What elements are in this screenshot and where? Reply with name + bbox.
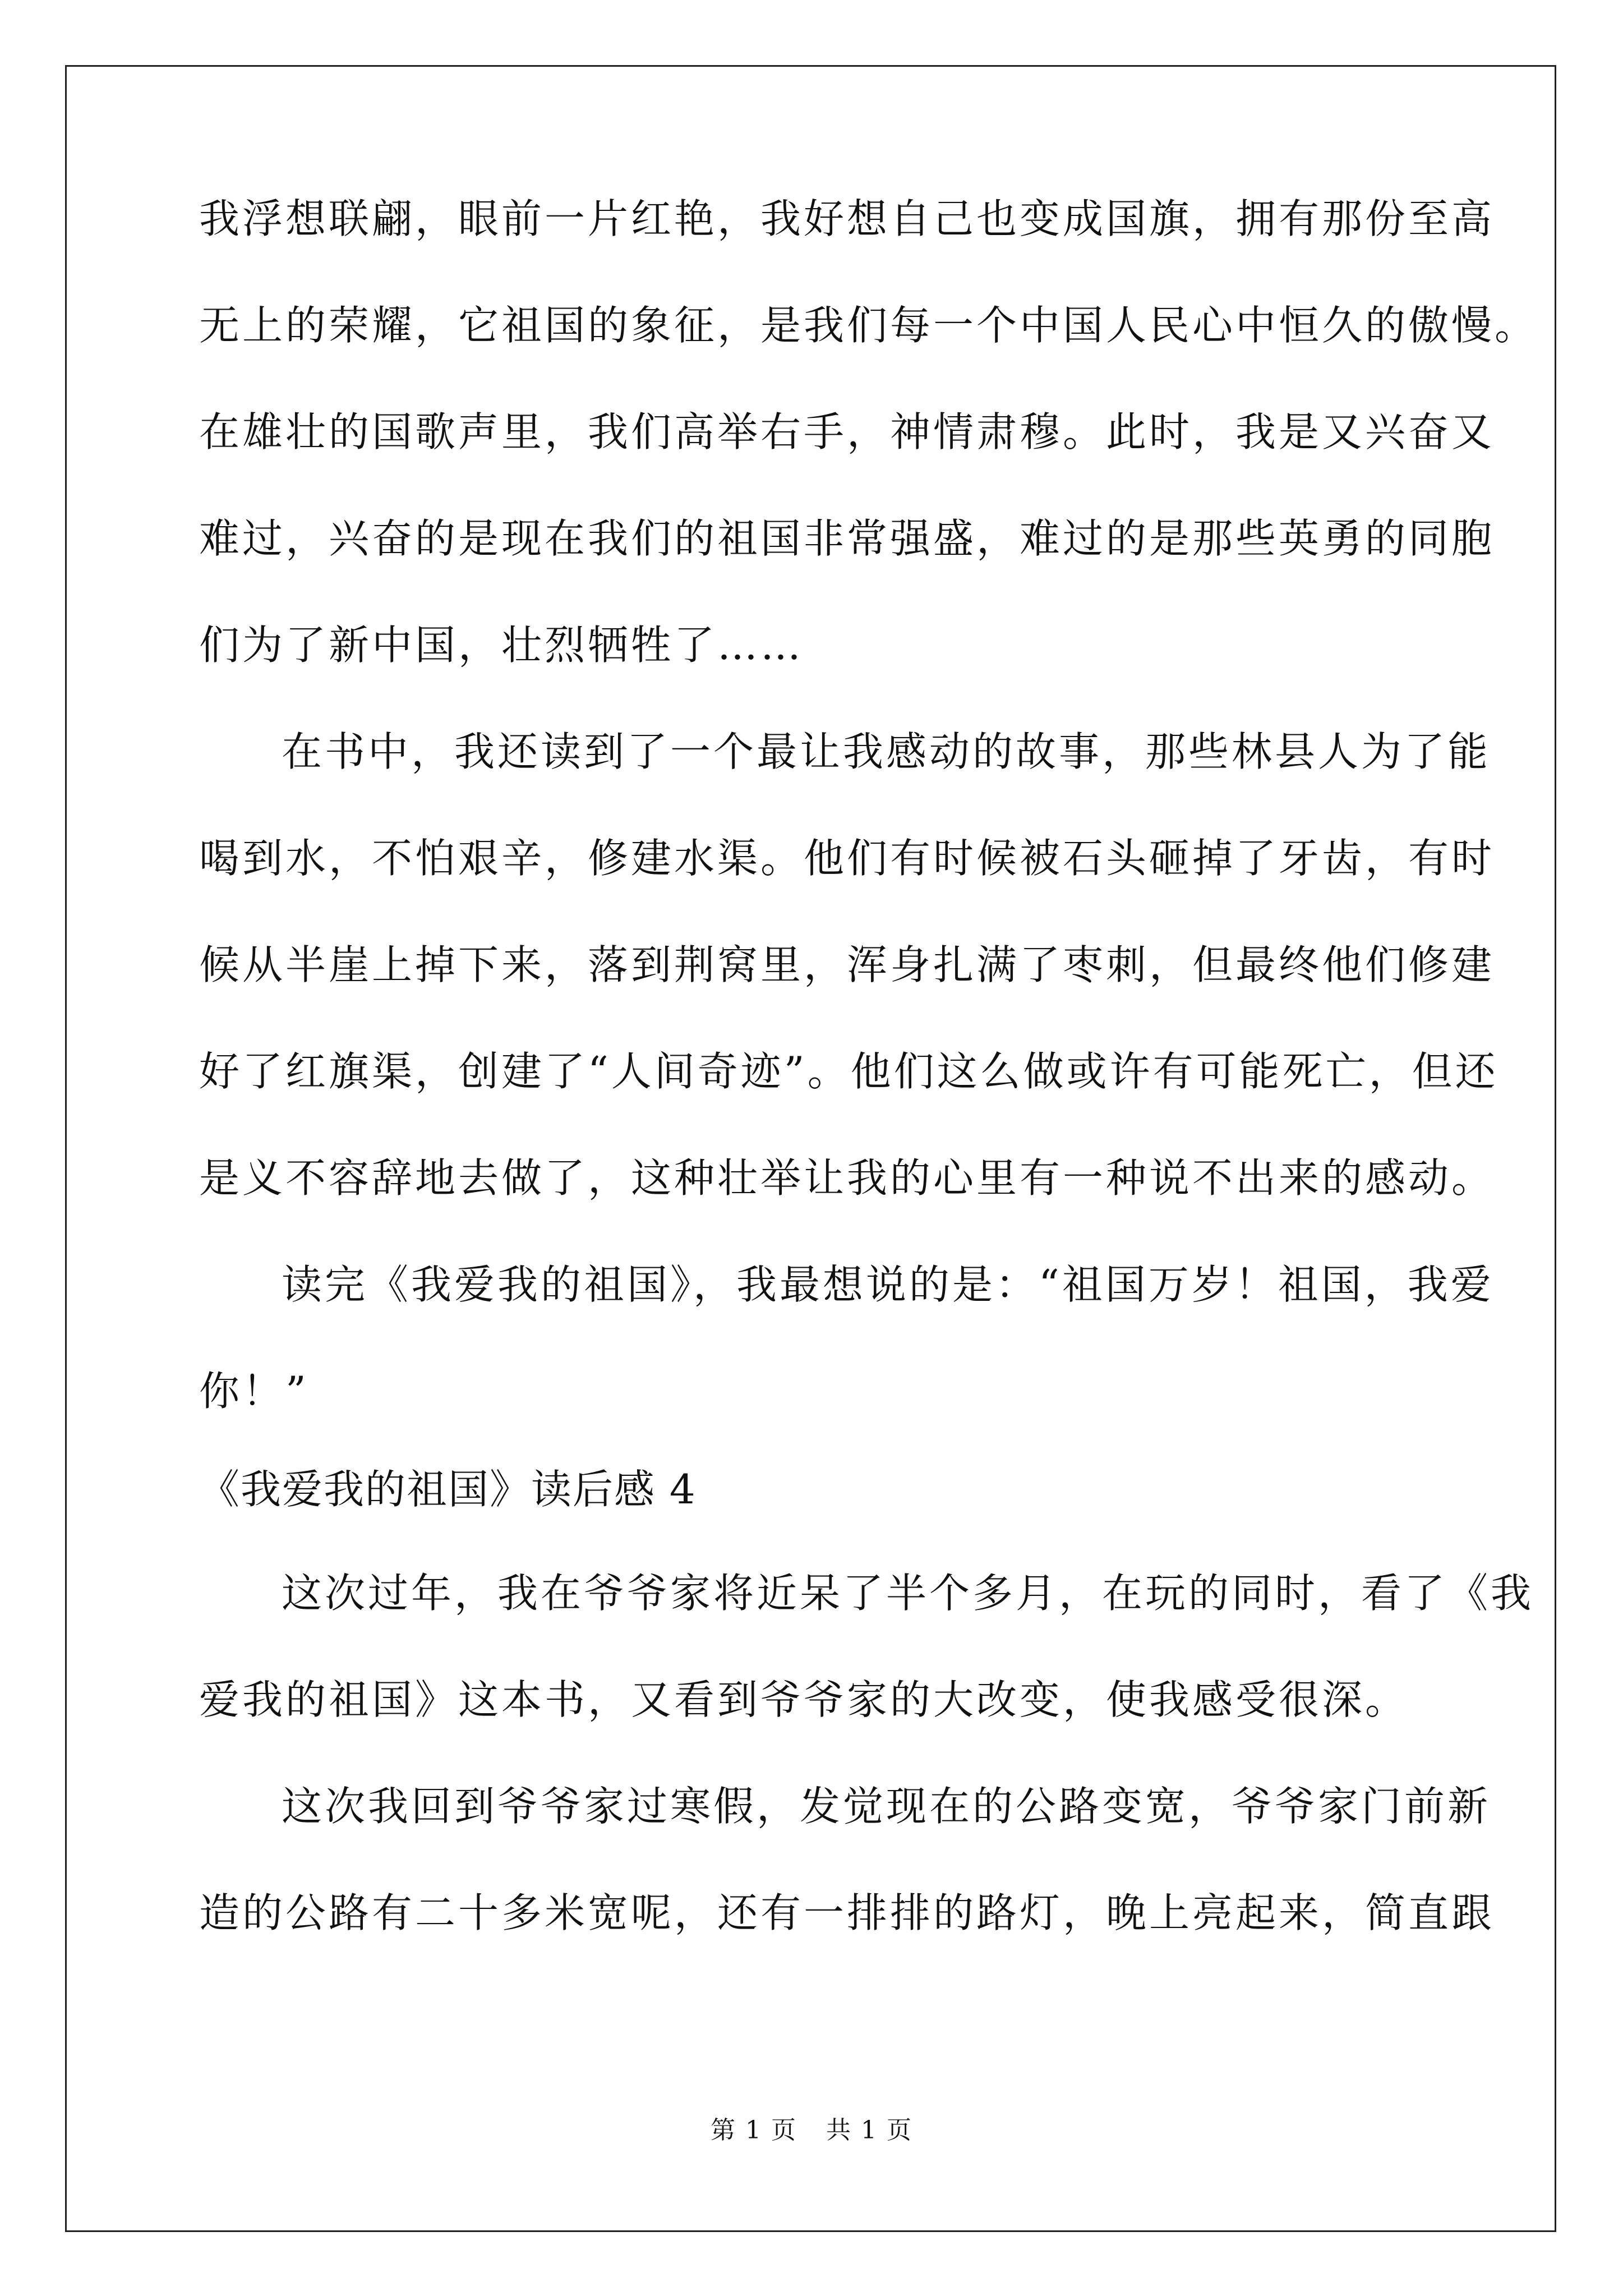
paragraph-line: 我浮想联翩，眼前一片红艳，我好想自己也变成国旗，拥有那份至高 — [199, 195, 1495, 242]
paragraph-line: 读完《我爱我的祖国》，我最想说的是：“祖国万岁！祖国，我爱 — [282, 1261, 1494, 1308]
paragraph-line: 造的公路有二十多米宽呢，还有一排排的路灯，晚上亮起来，简直跟 — [199, 1889, 1495, 1936]
paragraph-line: 们为了新中国，壮烈牺牲了…… — [199, 622, 804, 669]
paragraph-line: 无上的荣耀，它祖国的象征，是我们每一个中国人民心中恒久的傲慢。 — [199, 302, 1538, 349]
paragraph-line: 好了红旗渠，创建了“人间奇迹”。他们这么做或许有可能死亡，但还 — [199, 1048, 1498, 1095]
section-title: 《我爱我的祖国》读后感 4 — [199, 1466, 697, 1513]
page-footer — [0, 2114, 1623, 2147]
paragraph-line: 这次我回到爷爷家过寒假，发觉现在的公路变宽，爷爷家门前新 — [282, 1783, 1491, 1830]
paragraph-line: 这次过年，我在爷爷家将近呆了半个多月，在玩的同时，看了《我 — [282, 1570, 1534, 1617]
paragraph-line: 喝到水，不怕艰辛，修建水渠。他们有时候被石头砸掉了牙齿，有时 — [199, 835, 1495, 882]
paragraph-line: 在雄壮的国歌声里，我们高举右手，神情肃穆。此时，我是又兴奋又 — [199, 408, 1495, 455]
paragraph-line: 难过，兴奋的是现在我们的祖国非常强盛，难过的是那些英勇的同胞 — [199, 515, 1495, 562]
page-number: 第 1 页 — [711, 2116, 797, 2145]
paragraph-line: 爱我的祖国》这本书，又看到爷爷家的大改变，使我感受很深。 — [199, 1676, 1409, 1723]
paragraph-line: 是义不容辞地去做了，这种壮举让我的心里有一种说不出来的感动。 — [199, 1154, 1495, 1202]
paragraph-line: 你！” — [199, 1368, 309, 1415]
paragraph-line: 在书中，我还读到了一个最让我感动的故事，那些林县人为了能 — [282, 728, 1491, 775]
paragraph-line: 候从半崖上掉下来，落到荆窝里，浑身扎满了枣刺，但最终他们修建 — [199, 941, 1495, 988]
page-total: 共 1 页 — [826, 2116, 912, 2145]
